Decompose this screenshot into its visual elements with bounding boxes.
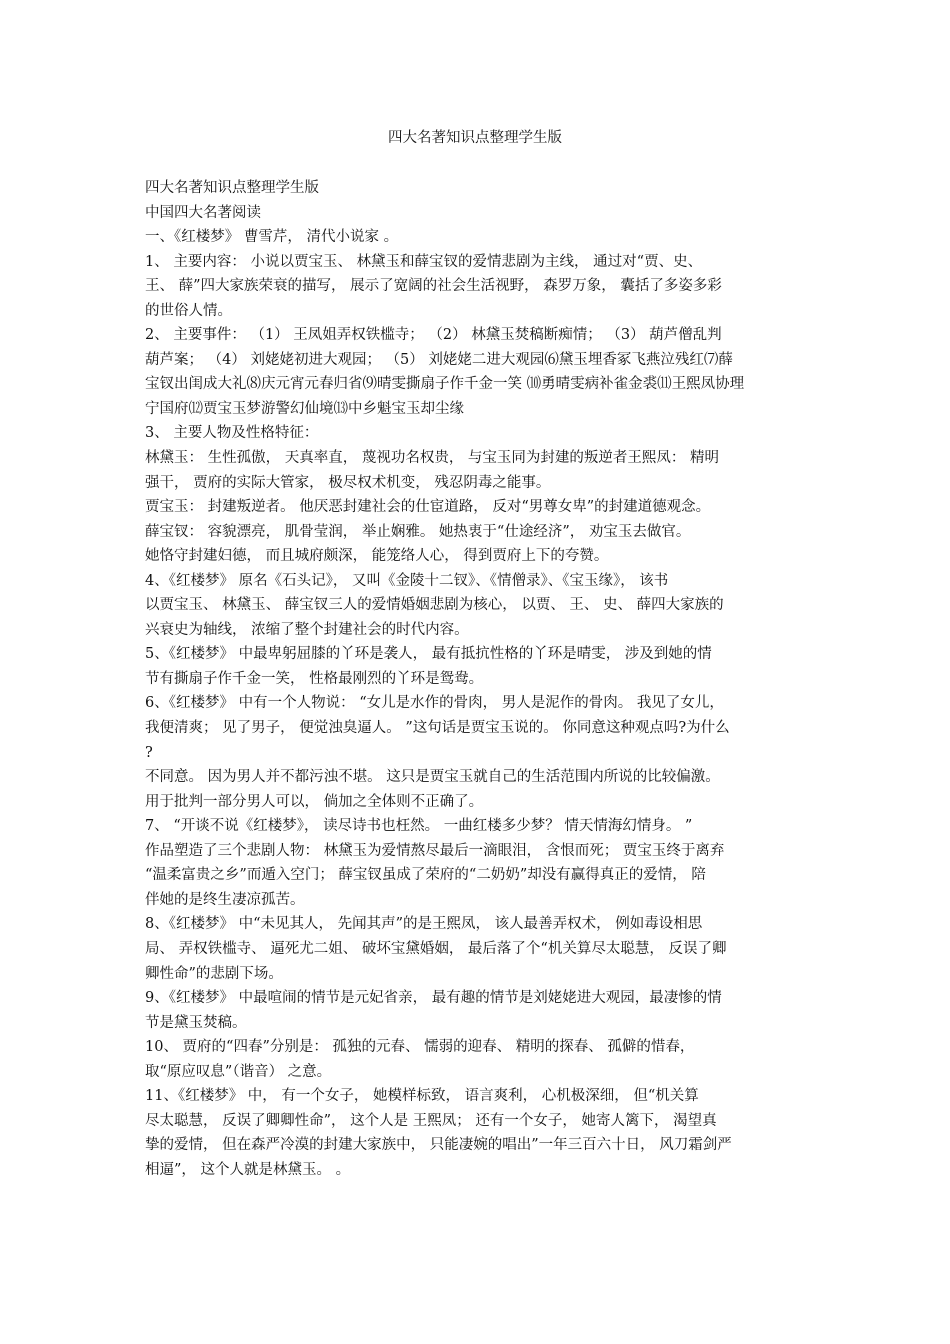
text-line: 卿性命”的悲剧下场。 [145,965,283,982]
text-line: 4、《红楼梦》 原名《石头记》， 又叫《金陵十二钗》、《情僧录》、《宝玉缘》， 该书 [145,572,669,589]
text-line: 一、《红楼梦》 曹雪芹， 清代小说家 。 [145,229,399,246]
text-line: 以贾宝玉、 林黛玉、 薛宝钗三人的爱情婚姻悲剧为核心， 以贾、 王、 史、 薛四大家族的 [145,597,724,614]
text-line: 王、 薛”四大家族荣衰的描写， 展示了宽阔的社会生活视野， 森罗万象， 囊括了多姿多彩 [145,278,722,295]
text-line: “温柔富贵之乡”而遁入空门； 薛宝钗虽成了荣府的“二奶奶”却没有赢得真正的爱情， 陪 [145,867,706,884]
document-body [145,176,815,1182]
text-line: 11、《红楼梦》 中， 有一个女子， 她模样标致， 语言爽利， 心机极深细， 但“机关算 [145,1088,699,1105]
text-line: 作品塑造了三个悲剧人物： 林黛玉为爱情熬尽最后一滴眼泪， 含恨而死； 贾宝玉终于离弃 [145,842,725,859]
text-line: 节有撕扇子作千金一笑， 性格最刚烈的丫环是鸳鸯。 [145,670,484,687]
document-title: 四大名著知识点整理学生版 [388,130,562,146]
text-line: 葫芦案； （4） 刘姥姥初进大观园； （5） 刘姥姥二进大观园⑹黛玉埋香冢飞燕泣残红⑺薛 [145,351,733,368]
text-line: 3、 主要人物及性格特征： [145,425,319,442]
text-line: 林黛玉： 生性孤傲， 天真率直， 蔑视功名权贵， 与宝玉同为封建的叛逆者王熙凤： 精明 [145,450,720,467]
text-line: 兴衰史为轴线， 浓缩了整个封建社会的时代内容。 [145,621,469,638]
text-line: 薛宝钗： 容貌漂亮， 肌骨莹润， 举止娴雅。 她热衷于“仕途经济”， 劝宝玉去做官。 [145,523,691,540]
text-line: 我便清爽； 见了男子， 便觉浊臭逼人。 ”这句话是贾宝玉说的。 你同意这种观点吗?为什么 [145,720,730,737]
text-line: 她恪守封建妇德， 而且城府颇深， 能笼络人心， 得到贾府上下的夸赞。 [145,548,609,565]
text-line: 的世俗人情。 [145,302,232,319]
text-line: ? [145,744,153,761]
text-line: 用于批判一部分男人可以， 倘加之全体则不正确了。 [145,793,484,810]
text-line: 8、《红楼梦》 中“未见其人， 先闻其声”的是王熙凤， 该人最善弄权术， 例如毒设相思 [145,916,703,933]
text-line: 取“原应叹息”（谐音） 之意。 [145,1063,332,1080]
text-line: 1、 主要内容： 小说以贾宝玉、 林黛玉和薛宝钗的爱情悲剧为主线， 通过对“贾、史、 [145,253,703,270]
text-line: 7、 “开谈不说《红楼梦》， 读尽诗书也枉然。 一曲红楼多少梦？ 情天情海幻情身。 ” [145,818,693,835]
text-line: 贾宝玉： 封建叛逆者。 他厌恶封建社会的仕宦道路， 反对“男尊女卑”的封建道德观念。 [145,499,711,516]
text-line: 不同意。 因为男人并不都污浊不堪。 这只是贾宝玉就自己的生活范围内所说的比较偏激。 [145,769,720,786]
text-line: 宁国府⑿贾宝玉梦游警幻仙境⒀中乡魁宝玉却尘缘 [145,400,464,417]
text-line: 局、 弄权铁槛寺、 逼死尤二姐、 破坏宝黛婚姻， 最后落了个“机关算尽太聪慧， 反误了卿 [145,940,727,957]
text-line: 四大名著知识点整理学生版 [145,180,319,196]
text-line: 相逼”， 这个人就是林黛玉。 。 [145,1161,351,1178]
text-line: 6、《红楼梦》 中有一个人物说： “女儿是水作的骨肉， 男人是泥作的骨肉。 我见了女儿， [145,695,724,712]
text-line: 强干， 贾府的实际大管家， 极尽权术机变， 残忍阴毒之能事。 [145,474,551,491]
text-line: 宝钗出闺成大礼⑻庆元宵元春归省⑼晴雯撕扇子作千金一笑 ⑽勇晴雯病补雀金裘⑾王熙凤协理 [145,376,745,393]
text-line: 2、 主要事件： （1） 王凤姐弄权铁槛寺； （2） 林黛玉焚稿断痴情； （3） 葫芦僧乱判 [145,327,722,344]
text-line: 节是黛玉焚稿。 [145,1014,247,1031]
text-line: 9、《红楼梦》 中最喧闹的情节是元妃省亲， 最有趣的情节是刘姥姥进大观园，最凄惨的情 [145,990,722,1007]
text-line: 5、《红楼梦》 中最卑躬屈膝的丫环是袭人， 最有抵抗性格的丫环是晴雯， 涉及到她的情 [145,646,712,663]
text-line: 尽太聪慧， 反误了卿卿性命”， 这个人是 王熙凤； 还有一个女子， 她寄人篱下， 渴望真 [145,1112,717,1129]
text-line: 挚的爱情， 但在森严冷漠的封建大家族中， 只能凄婉的唱出”一年三百六十日， 风刀霜剑严 [145,1137,732,1154]
text-line: 中国四大名著阅读 [145,204,261,221]
text-line: 伴她的是终生凄凉孤苦。 [145,891,305,908]
text-line: 10、 贾府的“四春”分别是： 孤独的元春、 懦弱的迎春、 精明的探春、 孤僻的惜春， [145,1039,695,1056]
